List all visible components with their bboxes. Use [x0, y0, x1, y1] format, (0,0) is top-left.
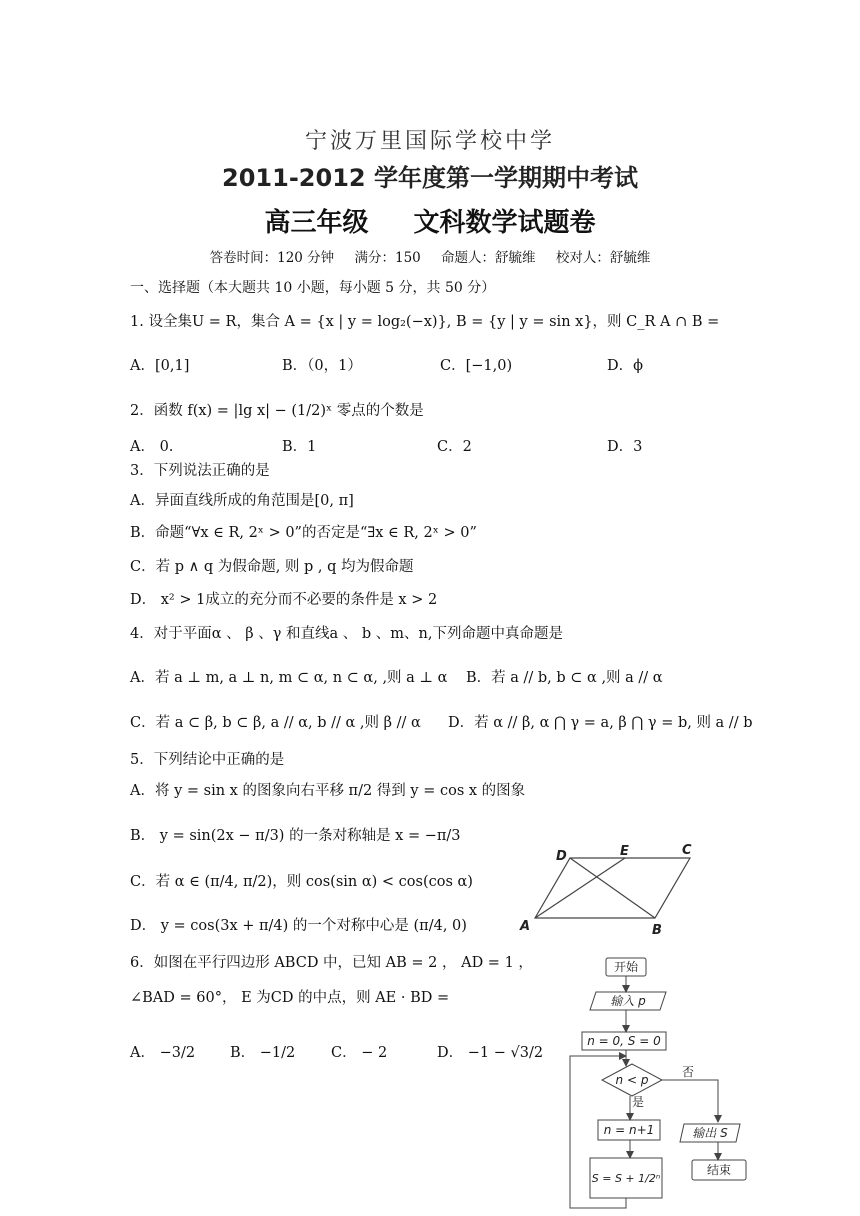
flow-end-label: 结束	[706, 1163, 732, 1177]
q1-option-a: A．[0,1]	[130, 358, 190, 374]
q4-option-b: B．若 a // b, b ⊂ α ,则 a // α	[466, 670, 663, 686]
exam-author: 命题人：舒毓维	[441, 250, 536, 266]
flow-step-n-label: n = n+1	[603, 1123, 655, 1137]
q3-stem: 3．下列说法正确的是	[130, 463, 270, 479]
parallelogram-figure	[510, 838, 710, 938]
q2-option-c: C．2	[437, 439, 472, 455]
flow-step-s-label: S = S + 1/2ⁿ	[591, 1172, 661, 1185]
q6-option-d: D． −1 − √3/2	[437, 1045, 544, 1061]
vertex-b: B	[652, 923, 662, 938]
exam-info	[0, 246, 860, 266]
flow-condition-label: n < p	[615, 1073, 649, 1087]
q6-stem-line2: ∠BAD = 60°， E 为CD 的中点，则 AE · BD =	[130, 990, 450, 1006]
q4-option-a: A．若 a ⊥ m, a ⊥ n, m ⊂ α, n ⊂ α, ,则 a ⊥ α	[130, 670, 448, 686]
q1-stem: 1. 设全集U = R，集合 A = {x | y = log₂(−x)}, B = {y | y = sin x}，则 C_R A ∩ B =	[130, 314, 720, 330]
paper-title	[0, 202, 860, 239]
q5-option-d: D． y = cos(3x + π/4) 的一个对称中心是 (π/4, 0)	[130, 918, 467, 934]
exam-term: 2011-2012 学年度第一学期期中考试	[222, 164, 638, 192]
exam-checker: 校对人：舒毓维	[555, 250, 651, 266]
paper-label: 文科数学试题卷	[413, 208, 596, 238]
q6-option-c: C． − 2	[331, 1045, 388, 1061]
q2-option-b: B．1	[282, 439, 317, 455]
q6-option-b: B． −1/2	[230, 1045, 296, 1061]
section-heading: 一、选择题（本大题共 10 小题，每小题 5 分，共 50 分）	[130, 280, 496, 296]
flow-yes-label: 是	[631, 1095, 645, 1109]
q3-option-c: C．若 p ∧ q 为假命题, 则 p , q 均为假命题	[130, 559, 414, 575]
exam-score: 满分：150	[354, 250, 421, 266]
q3-option-b: B．命题“∀x ∈ R, 2ˣ > 0”的否定是“∃x ∈ R, 2ˣ > 0”	[130, 525, 477, 541]
q2-stem: 2．函数 f(x) = |lg x| − (1/2)ˣ 零点的个数是	[130, 403, 424, 419]
q6-option-a: A． −3/2	[130, 1045, 196, 1061]
vertex-d: D	[556, 849, 567, 864]
q5-stem: 5．下列结论中正确的是	[130, 752, 285, 768]
q4-option-d: D．若 α // β, α ⋂ γ = a, β ⋂ γ = b, 则 a // b	[448, 715, 753, 731]
q6-stem-line1: 6．如图在平行四边形 ABCD 中，已知 AB = 2 ， AD = 1 ，	[130, 955, 533, 971]
q2-option-d: D．3	[607, 439, 643, 455]
vertex-a: A	[520, 919, 531, 934]
q1-option-d: D．ϕ	[607, 358, 644, 374]
q5-option-a: A．将 y = sin x 的图象向右平移 π/2 得到 y = cos x 的图象	[130, 783, 526, 799]
flow-input-label: 输入 p	[610, 994, 646, 1008]
school-name: 宁波万里国际学校中学	[304, 129, 555, 154]
flow-init-label: n = 0, S = 0	[587, 1034, 661, 1048]
grade-label: 高三年级	[264, 208, 369, 238]
q3-option-d: D． x² > 1成立的充分而不必要的条件是 x > 2	[130, 592, 438, 608]
q4-stem: 4．对于平面α 、 β 、γ 和直线a 、 b 、m、n,下列命题中真命题是	[130, 626, 563, 642]
vertex-c: C	[682, 843, 692, 858]
exam-time: 答卷时间：120 分钟	[209, 250, 335, 266]
vertex-e: E	[620, 844, 629, 859]
q4-option-c: C．若 a ⊂ β, b ⊂ β, a // α, b // α ,则 β // α	[130, 715, 421, 731]
flow-start-label: 开始	[613, 960, 639, 974]
flowchart	[560, 950, 780, 1212]
q2-option-a: A． 0.	[130, 439, 174, 455]
flow-no-label: 否	[681, 1065, 695, 1079]
q1-option-b: B．（0，1）	[282, 358, 362, 374]
q5-option-c: C．若 α ∈ (π/4, π/2)，则 cos(sin α) < cos(cos α)	[130, 874, 473, 890]
flow-output-label: 输出 S	[692, 1126, 728, 1140]
q1-option-c: C．[−1,0)	[440, 358, 513, 374]
q5-option-b: B． y = sin(2x − π/3) 的一条对称轴是 x = −π/3	[130, 828, 461, 844]
q3-option-a: A．异面直线所成的角范围是[0, π]	[130, 493, 354, 509]
